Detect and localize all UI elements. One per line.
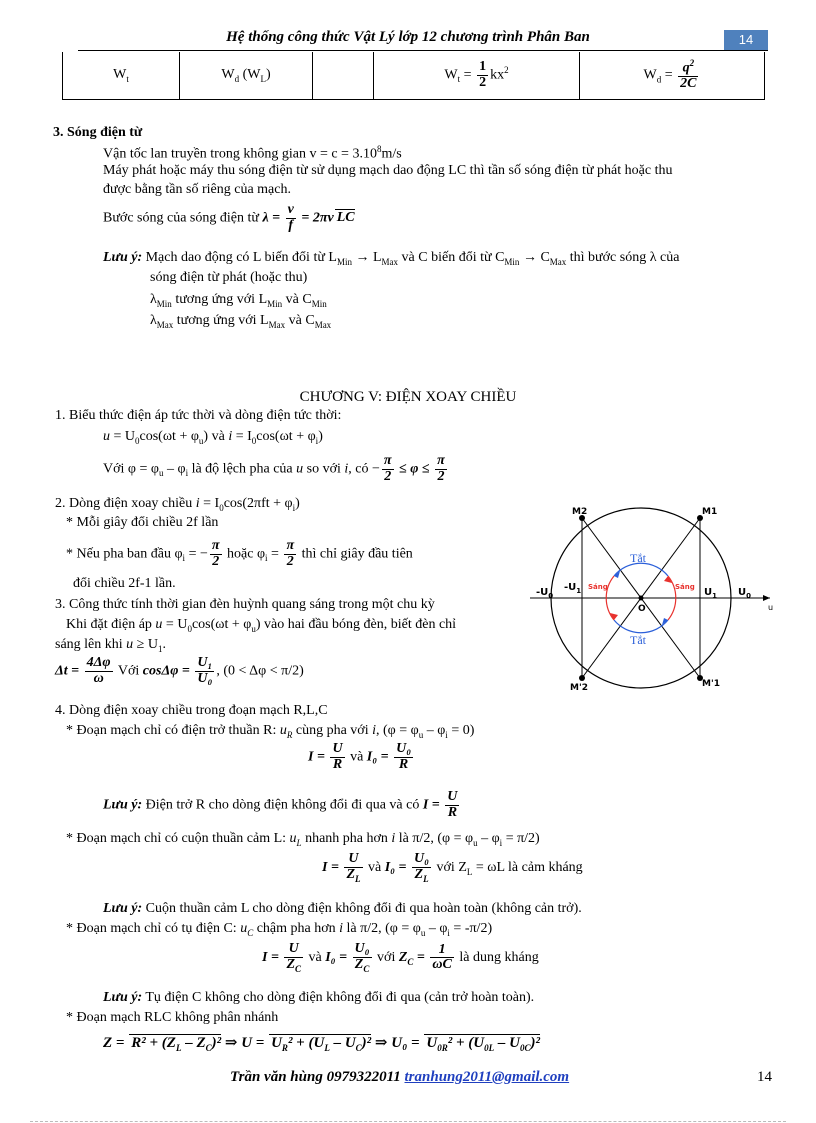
- text-line: sáng lên khi $u \ge U_1$.: [55, 637, 166, 654]
- label-neg-u1: $-U_1$: [564, 582, 582, 595]
- point-m2b: [579, 675, 585, 681]
- section-heading: 2. Dòng điện xoay chiều $i = I_0\cos(2\pi ft + \varphi_i)$: [55, 496, 300, 513]
- table-cell: $W_d$ $(W_L)$: [180, 52, 313, 100]
- header-divider: [78, 50, 768, 51]
- footer-author: Trần văn hùng 0979322011 tranhung2011@gmail.com: [230, 1069, 570, 1085]
- footer-page-number: 14: [757, 1069, 772, 1085]
- section-heading: 1. Biểu thức điện áp tức thời và dòng điện tức thời:: [55, 408, 342, 423]
- label-m1: M1: [702, 507, 718, 517]
- text-line: Máy phát hoặc máy thu sóng điện từ sử dụng mạch dao động LC thì tần số sóng điện từ phát hoặc thu: [103, 163, 673, 178]
- formula-line: $u = U_0\cos(\omega t + \varphi_u)$ và $i = I_0\cos(\omega t + \varphi_i)$: [103, 429, 323, 446]
- arc-tat-top: [614, 563, 668, 576]
- label-origin: O: [638, 604, 646, 614]
- label-tat-top: Tắt: [630, 551, 646, 565]
- section-heading: 4. Dòng điện xoay chiều trong đoạn mạch R,L,C: [55, 703, 328, 718]
- table-cell: $W_t$: [63, 52, 180, 100]
- table-cell: $W_d$ = $\frac{q^2}{2C}$: [580, 52, 765, 100]
- text-line: đổi chiều 2f-1 lần.: [73, 576, 176, 591]
- label-m1b: M'1: [702, 679, 720, 689]
- page-number-badge: 14: [724, 30, 768, 50]
- email-link[interactable]: tranhung2011@gmail.com: [404, 1069, 570, 1085]
- formula-line: Với $\varphi = \varphi_u - \varphi_i$ là độ lệch pha của u so với i, có − $\frac{\pi}{2}$ ≤ φ ≤ $\frac{\pi}{2}$: [103, 453, 445, 484]
- bullet-line: * Đoạn mạch RLC không phân nhánh: [66, 1010, 279, 1025]
- energy-table: [62, 52, 765, 100]
- header-title: Hệ thống công thức Vật Lý lớp 12 chương trình Phân Ban: [226, 29, 590, 45]
- text-line: sóng điện từ phát (hoặc thu): [150, 270, 308, 285]
- label-m2: M2: [572, 507, 588, 517]
- formula-line: I = $\frac{U}{Z_L}$ và I₀ = $\frac{\text{U₀}}{Z_L}$ với $Z_L = \omega L$ là cảm kháng: [322, 851, 583, 884]
- note-line: Lưu ý: Tụ điện C không cho dòng điện không đổi đi qua (cản trở hoàn toàn).: [103, 990, 535, 1005]
- section-heading: 3. Công thức tính thời gian đèn huỳnh quang sáng trong một chu kỳ: [55, 597, 435, 612]
- origin-point: [639, 596, 644, 601]
- label-tat-bottom: Tắt: [630, 633, 646, 647]
- wavelength-formula: Bước sóng của sóng điện từ λ = $\frac{v}{f}$ = 2πv LC: [103, 202, 355, 233]
- page-bottom-divider: [30, 1121, 786, 1122]
- rlc-impedance-formula: $Z = R^2 + (Z_L - Z_C)^2$ ⇒ $U = U_R^2 + (U_L - U_C)^2$ ⇒ $U_0 = U_{0R}^2 + (U_{0L} - U_{0C})^2$: [103, 1035, 540, 1053]
- section-heading: 3. Sóng điện từ: [53, 125, 143, 140]
- label-neg-u0: $-U_0$: [536, 587, 554, 600]
- note-line: Lưu ý: Điện trở R cho dòng điện không đổi đi qua và có I = $\frac{U}{R}$: [103, 789, 458, 820]
- label-axis: u: [768, 603, 774, 612]
- bullet-line: * Đoạn mạch chỉ có cuộn thuần cảm L: $u_L$ nhanh pha hơn i là π/2, $(\varphi = \varphi_u - \varphi_i = \pi/2)$: [66, 831, 540, 848]
- formula-line: I = $\frac{U}{R}$ và I₀ = $\frac{\text{U₀}}{R}$: [308, 741, 412, 772]
- bullet-line: * Đoạn mạch chỉ có tụ điện C: $u_C$ chậm pha hơn i là π/2, $(\varphi = \varphi_u - \varphi_i = -\pi/2)$: [66, 921, 493, 938]
- arc-tat-bottom: [614, 620, 668, 633]
- table-cell: [313, 52, 374, 100]
- text-line: Khi đặt điện áp $u = U_0\cos(\omega t + \varphi_u)$ vào hai đầu bóng đèn, biết đèn chỉ: [66, 617, 457, 634]
- text-line: $\lambda_{Min}$ tương ứng với $L_{Min}$ và $C_{Min}$: [150, 292, 327, 309]
- text-line: Vận tốc lan truyền trong không gian $v = c = 3.10^8m/s$: [103, 144, 402, 162]
- chapter-title: CHƯƠNG V: ĐIỆN XOAY CHIỀU: [299, 389, 517, 405]
- lamp-phase-diagram: [530, 498, 780, 698]
- note-line: Lưu ý: Mạch dao động có L biến đổi từ $L_{Min} \to L_{Max}$ và C biến đổi từ $C_{Min} \to C_{Max}$ thì bước sóng λ của: [103, 250, 680, 267]
- label-u0: $U_0$: [738, 587, 751, 600]
- label-sang-left: Sáng: [588, 583, 608, 591]
- text-line: được bằng tần số riêng của mạch.: [103, 182, 291, 197]
- axis-arrow-icon: [763, 595, 770, 601]
- bullet-line: * Đoạn mạch chỉ có điện trở thuần R: $u_R$ cùng pha với i, $(\varphi = \varphi_u - \varphi_i = 0)$: [66, 723, 475, 740]
- bullet-line: * Mỗi giây đổi chiều 2f lần: [66, 515, 219, 530]
- note-line: Lưu ý: Cuộn thuần cảm L cho dòng điện không đổi đi qua hoàn toàn (không cản trở).: [103, 901, 582, 916]
- label-m2b: M'2: [570, 683, 588, 693]
- formula-line: I = $\frac{U}{Z_C}$ và I₀ = $\frac{\text{U₀}}{Z_C}$ với $Z_C$ = $\frac{1}{\omega C}$ là dung kháng: [262, 941, 539, 974]
- bullet-line: * Nếu pha ban đầu $\varphi_i$ = − $\frac{\pi}{2}$ hoặc $\varphi_i$ = $\frac{\pi}{2}$ thì chỉ giây đầu tiên: [66, 538, 413, 569]
- label-u1: $U_1$: [704, 587, 717, 600]
- table-cell: $W_t$ = $\frac{1}{2}$ $kx^2$: [374, 52, 580, 100]
- table-row: [63, 52, 765, 100]
- text-line: $\lambda_{Max}$ tương ứng với $L_{Max}$ và $C_{Max}$: [150, 313, 332, 330]
- formula-line: Δt = $\frac{4\Delta\varphi}{\omega}$ Với cosΔφ = $\frac{\text{U₁}}{\text{U₀}}$ , (0 < Δφ < π/2): [55, 655, 304, 686]
- label-sang-right: Sáng: [675, 583, 695, 591]
